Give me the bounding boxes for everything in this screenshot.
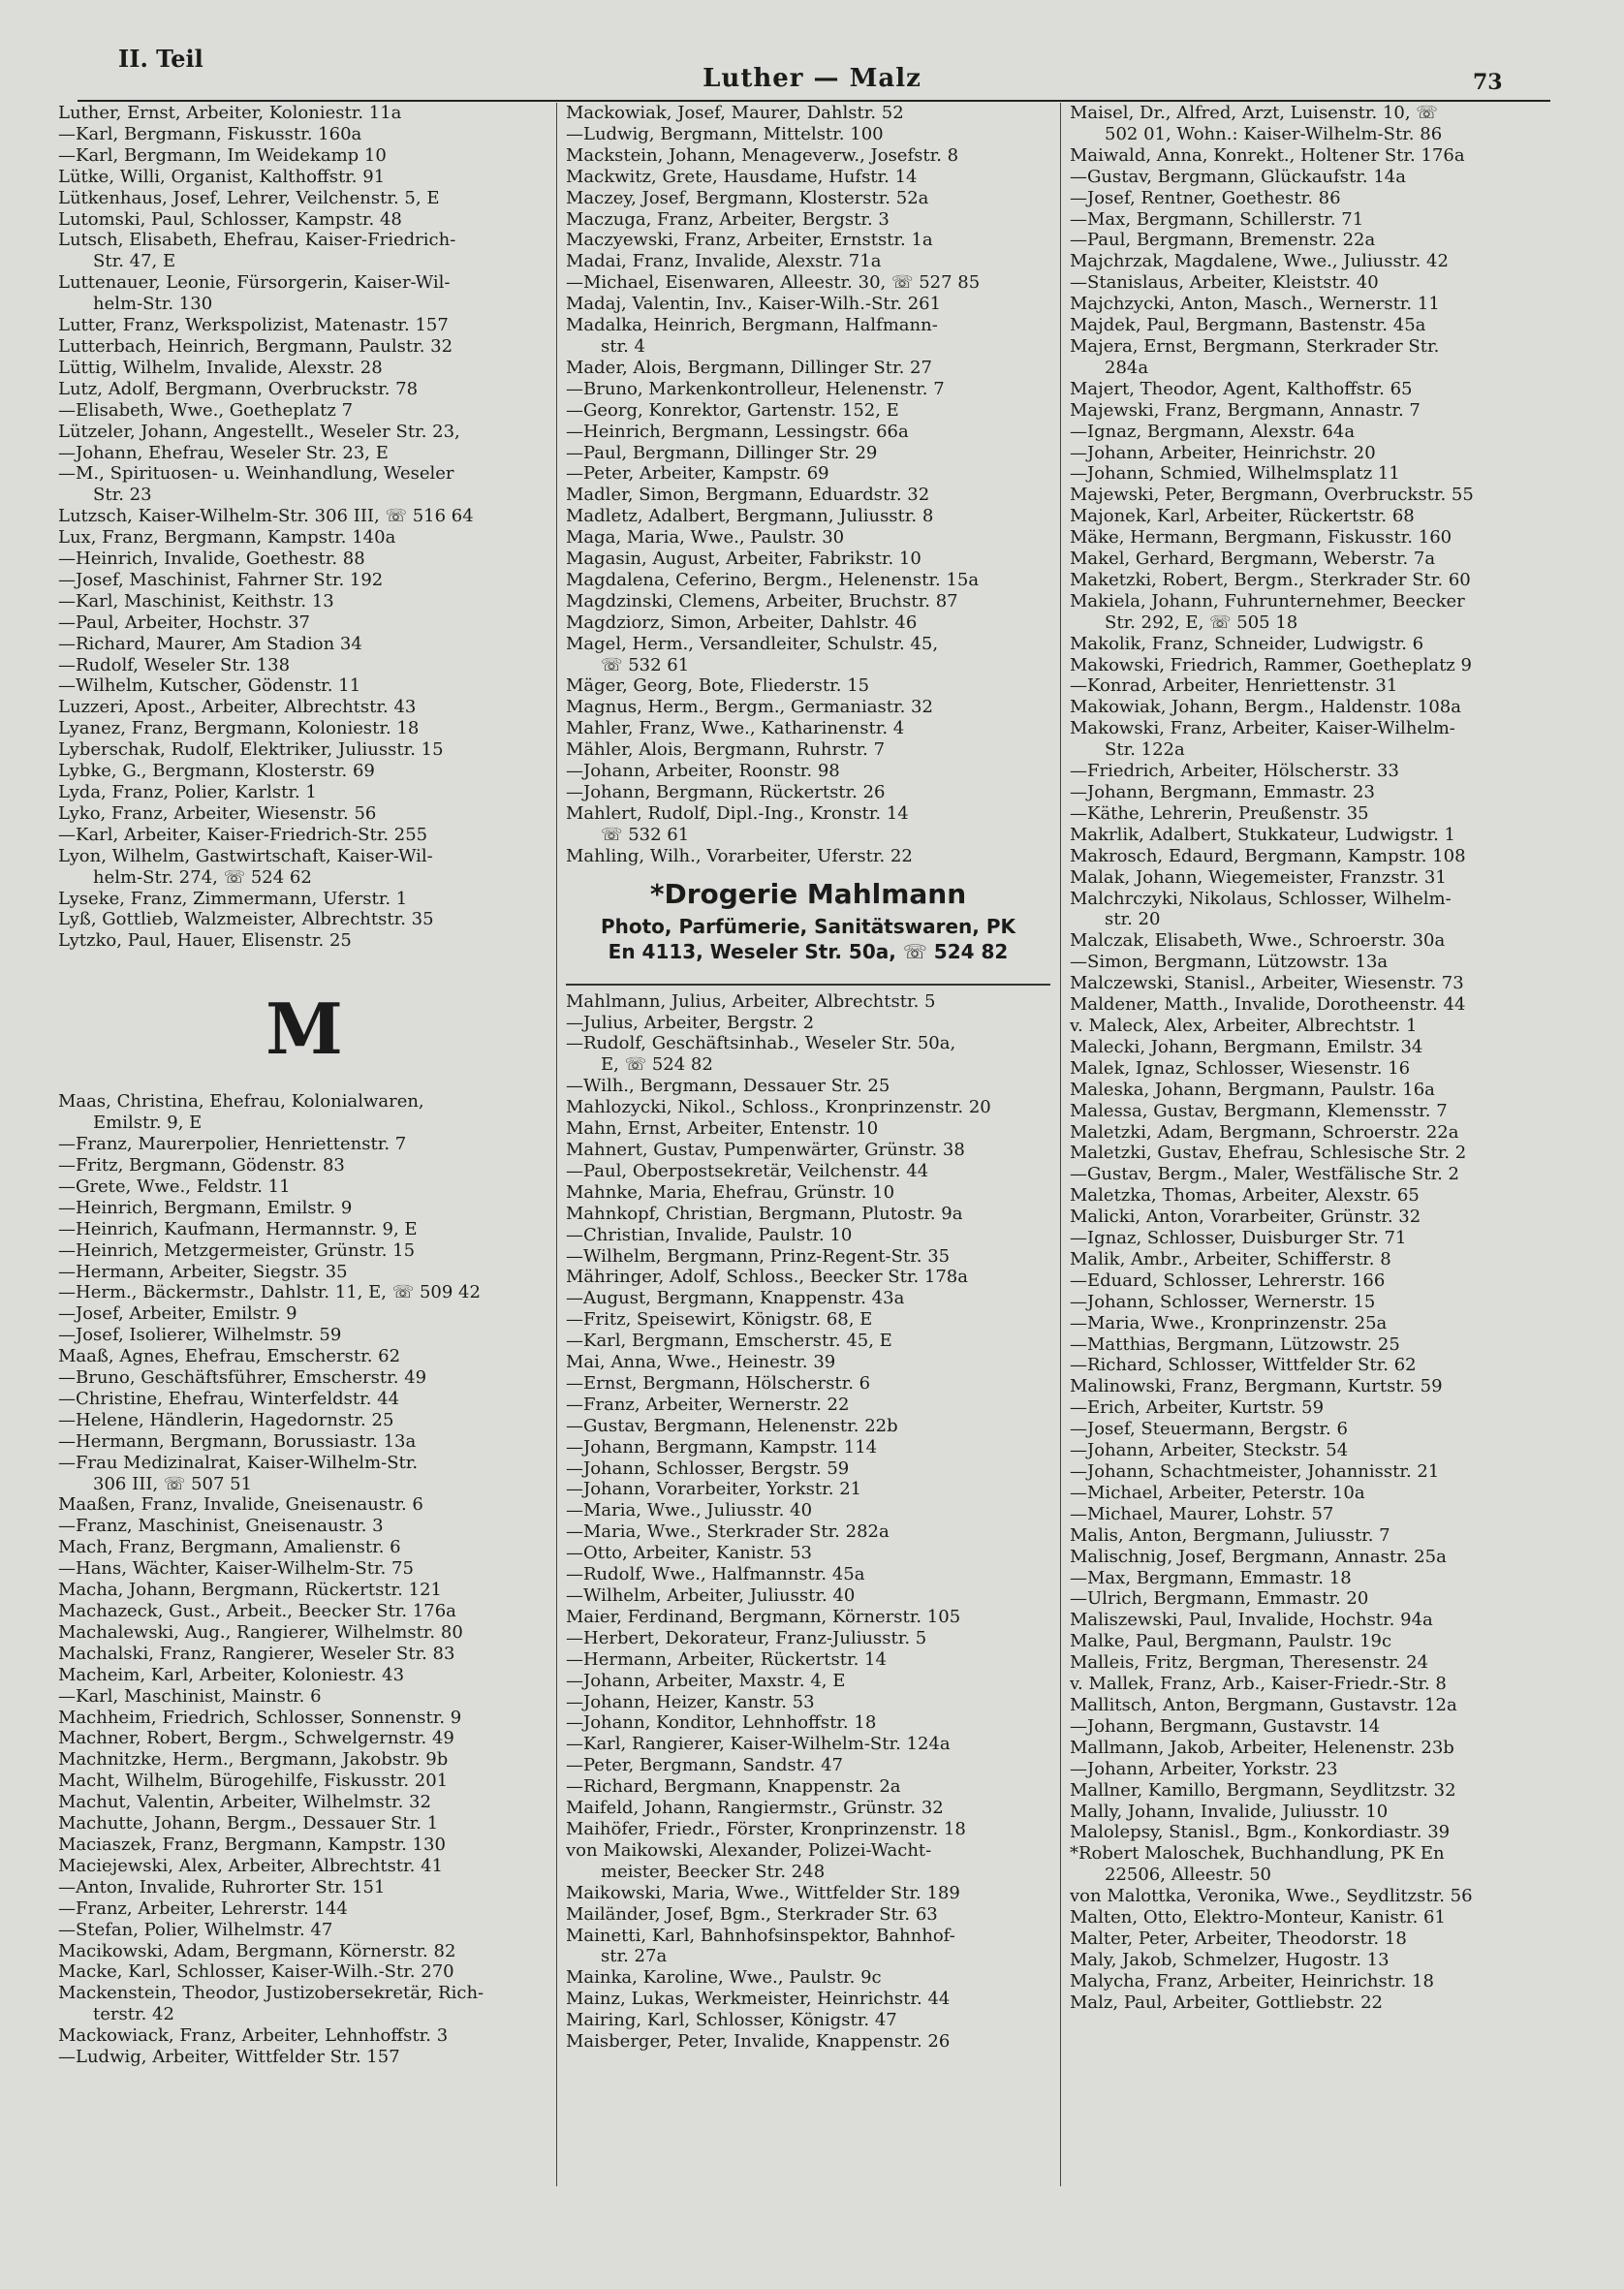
directory-entry: —Richard, Bergmann, Knappenstr. 2a xyxy=(566,1776,901,1798)
directory-entry: —Wilhelm, Arbeiter, Juliusstr. 40 xyxy=(566,1585,856,1606)
page-header xyxy=(0,0,1624,93)
directory-entry: —Heinrich, Bergmann, Emilstr. 9 xyxy=(58,1197,353,1218)
directory-entry: —Josef, Steuermann, Bergstr. 6 xyxy=(1070,1419,1348,1440)
directory-entry: —Johann, Arbeiter, Roonstr. 98 xyxy=(566,761,840,782)
directory-entry: —Richard, Schlosser, Wittfelder Str. 62 xyxy=(1070,1355,1417,1376)
directory-entry: v. Mallek, Franz, Arb., Kaiser-Friedr.-Str. 8 xyxy=(1070,1674,1447,1695)
entry-continuation: E, ☏ 524 82 xyxy=(601,1054,713,1076)
directory-entry: —Grete, Wwe., Feldstr. 11 xyxy=(58,1176,291,1197)
directory-entry: Mahling, Wilh., Vorarbeiter, Uferstr. 22 xyxy=(566,845,913,866)
directory-entry: Maczuga, Franz, Arbeiter, Bergstr. 3 xyxy=(566,208,890,230)
directory-entry: —Wilhelm, Kutscher, Gödenstr. 11 xyxy=(58,675,361,697)
directory-entry: Makrosch, Edaurd, Bergmann, Kampstr. 108 xyxy=(1070,845,1466,866)
directory-entry: Lutsch, Elisabeth, Ehefrau, Kaiser-Friedrich- xyxy=(58,230,456,251)
directory-entry: Maas, Christina, Ehefrau, Kolonialwaren, xyxy=(58,1091,424,1113)
directory-entry: Mahnke, Maria, Ehefrau, Grünstr. 10 xyxy=(566,1181,895,1203)
directory-entry: Malek, Ignaz, Schlosser, Wiesenstr. 16 xyxy=(1070,1057,1411,1079)
directory-entry: Malz, Paul, Arbeiter, Gottliebstr. 22 xyxy=(1070,1991,1383,2013)
directory-entry: Mähringer, Adolf, Schloss., Beecker Str. 178a xyxy=(566,1267,968,1288)
directory-entry: Lyß, Gottlieb, Walzmeister, Albrechtstr. 35 xyxy=(58,909,434,930)
directory-entry: Maga, Maria, Wwe., Paulstr. 30 xyxy=(566,527,845,549)
directory-entry: —Johann, Bergmann, Kampstr. 114 xyxy=(566,1436,878,1458)
directory-entry: —Michael, Eisenwaren, Alleestr. 30, ☏ 527 85 xyxy=(566,272,981,294)
directory-entry: Macha, Johann, Bergmann, Rückertstr. 121 xyxy=(58,1580,442,1601)
directory-entry: —Gustav, Bergm., Maler, Westfälische Str. 2 xyxy=(1070,1164,1459,1185)
directory-entry: Mäger, Georg, Bote, Fliederstr. 15 xyxy=(566,675,870,697)
directory-entry: —Max, Bergmann, Schillerstr. 71 xyxy=(1070,208,1364,230)
column-1 xyxy=(58,103,550,2186)
directory-entry: Majonek, Karl, Arbeiter, Rückertstr. 68 xyxy=(1070,506,1415,527)
directory-entry: —Johann, Schmied, Wilhelmsplatz 11 xyxy=(1070,463,1400,485)
column-2-lower xyxy=(566,991,1050,2053)
directory-entry: —Hermann, Bergmann, Borussiastr. 13a xyxy=(58,1430,417,1452)
entry-continuation: 22506, Alleestr. 50 xyxy=(1105,1865,1271,1886)
directory-entry: Macht, Wilhelm, Bürogehilfe, Fiskusstr. 201 xyxy=(58,1771,449,1792)
directory-entry: Lyseke, Franz, Zimmermann, Uferstr. 1 xyxy=(58,888,408,909)
directory-entry: —Josef, Rentner, Goethestr. 86 xyxy=(1070,187,1341,208)
directory-entry: —Simon, Bergmann, Lützowstr. 13a xyxy=(1070,952,1389,973)
directory-entry: Mainetti, Karl, Bahnhofsinspektor, Bahnhof- xyxy=(566,1925,955,1946)
directory-entry: Mainz, Lukas, Werkmeister, Heinrichstr. 44 xyxy=(566,1989,951,2010)
directory-entry: —Heinrich, Kaufmann, Hermannstr. 9, E xyxy=(58,1218,418,1239)
directory-entry: Lütkenhaus, Josef, Lehrer, Veilchenstr. 5, E xyxy=(58,187,440,208)
directory-entry: —August, Bergmann, Knappenstr. 43a xyxy=(566,1288,905,1309)
directory-entry: —Elisabeth, Wwe., Goetheplatz 7 xyxy=(58,399,354,421)
advertisement-drogerie xyxy=(566,871,1050,974)
directory-entry: Magel, Herm., Versandleiter, Schulstr. 45, xyxy=(566,633,939,654)
ad-line-1: Photo, Parfümerie, Sanitätswaren, PK xyxy=(600,914,1016,938)
directory-entry: —Johann, Bergmann, Gustavstr. 14 xyxy=(1070,1715,1381,1737)
directory-entry: —Franz, Maschinist, Gneisenaustr. 3 xyxy=(58,1516,384,1537)
directory-entry: Macke, Karl, Schlosser, Kaiser-Wilh.-Str. 270 xyxy=(58,1961,454,1983)
directory-entry: —Ernst, Bergmann, Hölscherstr. 6 xyxy=(566,1372,871,1394)
directory-entry: —Hermann, Arbeiter, Siegstr. 35 xyxy=(58,1261,348,1282)
directory-entry: Mackowiak, Josef, Maurer, Dahlstr. 52 xyxy=(566,103,904,123)
directory-entry: von Maikowski, Alexander, Polizei-Wacht- xyxy=(566,1839,932,1861)
directory-entry: Maleska, Johann, Bergmann, Paulstr. 16a xyxy=(1070,1079,1435,1100)
directory-entry: —Heinrich, Invalide, Goethestr. 88 xyxy=(58,549,365,570)
directory-entry: Majchzycki, Anton, Masch., Wernerstr. 11 xyxy=(1070,294,1440,315)
column-divider-2 xyxy=(1060,103,1061,2186)
directory-entry: Maletzka, Thomas, Arbeiter, Alexstr. 65 xyxy=(1070,1185,1420,1207)
directory-entry: —Max, Bergmann, Emmastr. 18 xyxy=(1070,1567,1352,1588)
entry-continuation: Str. 23 xyxy=(93,485,152,506)
directory-entry: —Johann, Arbeiter, Maxstr. 4, E xyxy=(566,1670,846,1691)
directory-entry: Mainka, Karoline, Wwe., Paulstr. 9c xyxy=(566,1967,882,1989)
directory-entry: Machalski, Franz, Rangierer, Weseler Str. 83 xyxy=(58,1643,455,1664)
directory-entry: —Wilh., Bergmann, Dessauer Str. 25 xyxy=(566,1076,890,1097)
directory-entry: —Karl, Bergmann, Im Weidekamp 10 xyxy=(58,144,387,166)
directory-entry: —Stefan, Polier, Wilhelmstr. 47 xyxy=(58,1919,333,1940)
directory-entry: Madai, Franz, Invalide, Alexstr. 71a xyxy=(566,251,882,272)
directory-entry: Mahnert, Gustav, Pumpenwärter, Grünstr. 38 xyxy=(566,1139,965,1160)
directory-entry: Malolepsy, Stanisl., Bgm., Konkordiastr. 39 xyxy=(1070,1822,1451,1843)
directory-entry: —Karl, Maschinist, Keithstr. 13 xyxy=(58,590,334,611)
directory-entry: —Ignaz, Schlosser, Duisburger Str. 71 xyxy=(1070,1228,1407,1249)
directory-entry: Majewski, Franz, Bergmann, Annastr. 7 xyxy=(1070,399,1421,421)
directory-entry: —Johann, Arbeiter, Heinrichstr. 20 xyxy=(1070,442,1376,463)
directory-entry: —Peter, Arbeiter, Kampstr. 69 xyxy=(566,463,829,485)
directory-entry: Machutte, Johann, Bergm., Dessauer Str. 1 xyxy=(58,1813,439,1834)
directory-entry: *Robert Maloschek, Buchhandlung, PK En xyxy=(1070,1843,1445,1865)
directory-entry: Madletz, Adalbert, Bergmann, Juliusstr. 8 xyxy=(566,506,934,527)
directory-entry: —Heinrich, Bergmann, Lessingstr. 66a xyxy=(566,421,909,442)
directory-entry: Mahler, Franz, Wwe., Katharinenstr. 4 xyxy=(566,718,905,739)
directory-entry: Luttenauer, Leonie, Fürsorgerin, Kaiser-Wil- xyxy=(58,272,451,294)
directory-entry: Makrlik, Adalbert, Stukkateur, Ludwigstr. 1 xyxy=(1070,824,1456,845)
directory-entry: Magasin, August, Arbeiter, Fabrikstr. 10 xyxy=(566,549,921,570)
directory-entry: —Richard, Maurer, Am Stadion 34 xyxy=(58,633,362,654)
entry-continuation: 306 III, ☏ 507 51 xyxy=(93,1473,253,1494)
directory-entry: —Georg, Konrektor, Gartenstr. 152, E xyxy=(566,399,899,421)
directory-entry: Lyon, Wilhelm, Gastwirtschaft, Kaiser-Wil- xyxy=(58,845,433,866)
section-label: II. Teil xyxy=(118,45,203,73)
directory-entry: Lybke, G., Bergmann, Klosterstr. 69 xyxy=(58,761,375,782)
entry-continuation: Str. 122a xyxy=(1105,739,1185,761)
directory-entry: Lutter, Franz, Werkspolizist, Matenastr. 157 xyxy=(58,315,449,336)
directory-entry: —Karl, Rangierer, Kaiser-Wilhelm-Str. 124a xyxy=(566,1734,951,1755)
directory-entry: Makel, Gerhard, Bergmann, Weberstr. 7a xyxy=(1070,549,1436,570)
directory-entry: Maliszewski, Paul, Invalide, Hochstr. 94a xyxy=(1070,1610,1433,1631)
directory-entry: Malczak, Elisabeth, Wwe., Schroerstr. 30a xyxy=(1070,930,1446,952)
directory-entry: Mahlert, Rudolf, Dipl.-Ing., Kronstr. 14 xyxy=(566,802,909,824)
directory-entry: —Eduard, Schlosser, Lehrerstr. 166 xyxy=(1070,1270,1386,1291)
directory-entry: Mäke, Hermann, Bergmann, Fiskusstr. 160 xyxy=(1070,527,1452,549)
directory-entry: —Johann, Heizer, Kanstr. 53 xyxy=(566,1691,815,1712)
directory-entry: Machazeck, Gust., Arbeit., Beecker Str. 176a xyxy=(58,1601,456,1621)
directory-entry: Maciejewski, Alex, Arbeiter, Albrechtstr. 41 xyxy=(58,1855,444,1876)
directory-entry: Lux, Franz, Bergmann, Kampstr. 140a xyxy=(58,527,396,549)
directory-entry: Lyko, Franz, Arbeiter, Wiesenstr. 56 xyxy=(58,802,377,824)
directory-entry: Machnitzke, Herm., Bergmann, Jakobstr. 9b xyxy=(58,1749,449,1771)
directory-entry: Lyberschak, Rudolf, Elektriker, Juliusstr. 15 xyxy=(58,739,444,761)
directory-entry: —Paul, Arbeiter, Hochstr. 37 xyxy=(58,611,310,633)
directory-entry: —Friedrich, Arbeiter, Hölscherstr. 33 xyxy=(1070,761,1399,782)
directory-entry: Luther, Ernst, Arbeiter, Koloniestr. 11a xyxy=(58,103,402,123)
directory-entry: Maier, Ferdinand, Bergmann, Körnerstr. 105 xyxy=(566,1606,961,1627)
directory-entry: —Käthe, Lehrerin, Preußenstr. 35 xyxy=(1070,802,1369,824)
directory-entry: —Paul, Bergmann, Dillinger Str. 29 xyxy=(566,442,878,463)
directory-entry: —Heinrich, Metzgermeister, Grünstr. 15 xyxy=(58,1239,416,1261)
entry-continuation: 502 01, Wohn.: Kaiser-Wilhelm-Str. 86 xyxy=(1105,123,1443,144)
directory-entry: —Herbert, Dekorateur, Franz-Juliusstr. 5 xyxy=(566,1627,927,1648)
directory-entry: —Franz, Arbeiter, Wernerstr. 22 xyxy=(566,1394,850,1415)
directory-entry: Majera, Ernst, Bergmann, Sterkrader Str. xyxy=(1070,335,1440,357)
directory-entry: —Rudolf, Geschäftsinhab., Weseler Str. 50a, xyxy=(566,1033,956,1054)
directory-entry: Maaß, Agnes, Ehefrau, Emscherstr. 62 xyxy=(58,1346,401,1367)
header-rule xyxy=(78,100,1550,102)
directory-entry: —Erich, Arbeiter, Kurtstr. 59 xyxy=(1070,1397,1325,1419)
directory-entry: —Gustav, Bergmann, Helenenstr. 22b xyxy=(566,1415,898,1436)
directory-entry: —Karl, Maschinist, Mainstr. 6 xyxy=(58,1685,322,1707)
entry-continuation: str. 27a xyxy=(601,1946,668,1967)
directory-entry: Maaßen, Franz, Invalide, Gneisenaustr. 6 xyxy=(58,1494,423,1516)
entry-continuation: helm-Str. 130 xyxy=(93,294,213,315)
directory-entry: —Johann, Schachtmeister, Johannisstr. 21 xyxy=(1070,1461,1440,1482)
directory-entry: Mackowiack, Franz, Arbeiter, Lehnhoffstr. 3 xyxy=(58,2025,449,2047)
directory-entry: Maletzki, Gustav, Ehefrau, Schlesische Str. 2 xyxy=(1070,1143,1467,1164)
directory-entry: Maciaszek, Franz, Bergmann, Kampstr. 130 xyxy=(58,1834,446,1855)
directory-entry: Machut, Valentin, Arbeiter, Wilhelmstr. 32 xyxy=(58,1792,431,1813)
directory-entry: —Maria, Wwe., Kronprinzenstr. 25a xyxy=(1070,1312,1388,1333)
directory-entry: Mallmann, Jakob, Arbeiter, Helenenstr. 23b xyxy=(1070,1737,1454,1758)
directory-entry: Machheim, Friedrich, Schlosser, Sonnenstr. 9 xyxy=(58,1707,462,1728)
directory-entry: Majchrzak, Magdalene, Wwe., Juliusstr. 42 xyxy=(1070,251,1449,272)
entry-continuation: ☏ 532 61 xyxy=(601,654,690,675)
directory-entry: Makowski, Friedrich, Rammer, Goetheplatz 9 xyxy=(1070,654,1472,675)
directory-entry: Mähler, Alois, Bergmann, Ruhrstr. 7 xyxy=(566,739,886,761)
directory-entry: —Konrad, Arbeiter, Henriettenstr. 31 xyxy=(1070,675,1398,697)
directory-entry: —Karl, Bergmann, Emscherstr. 45, E xyxy=(566,1331,892,1352)
directory-entry: Mailänder, Josef, Bgm., Sterkrader Str. 63 xyxy=(566,1903,938,1925)
directory-entry: —Hans, Wächter, Kaiser-Wilhelm-Str. 75 xyxy=(58,1558,414,1580)
section-letter-m: M xyxy=(265,988,343,1071)
directory-entry: Luzzeri, Apost., Arbeiter, Albrechtstr. 43 xyxy=(58,697,417,718)
entry-continuation: ☏ 532 61 xyxy=(601,824,690,845)
directory-entry: Mahlmann, Julius, Arbeiter, Albrechtstr. 5 xyxy=(566,990,936,1012)
directory-entry: —Anton, Invalide, Ruhrorter Str. 151 xyxy=(58,1876,386,1897)
directory-entry: —Josef, Isolierer, Wilhelmstr. 59 xyxy=(58,1325,342,1346)
directory-entry: —Peter, Bergmann, Sandstr. 47 xyxy=(566,1755,843,1776)
directory-entry: —Johann, Schlosser, Wernerstr. 15 xyxy=(1070,1291,1376,1312)
directory-entry: —Maria, Wwe., Juliusstr. 40 xyxy=(566,1500,813,1521)
directory-entry: Mai, Anna, Wwe., Heinestr. 39 xyxy=(566,1352,836,1373)
directory-entry: —Rudolf, Wwe., Halfmannstr. 45a xyxy=(566,1564,865,1585)
directory-entry: Machner, Robert, Bergm., Schwelgernstr. 49 xyxy=(58,1728,454,1749)
directory-entry: —M., Spirituosen- u. Weinhandlung, Weseler xyxy=(58,463,454,485)
directory-entry: Mach, Franz, Bergmann, Amalienstr. 6 xyxy=(58,1537,401,1558)
directory-entry: —Franz, Maurerpolier, Henriettenstr. 7 xyxy=(58,1134,407,1155)
directory-entry: Lyanez, Franz, Bergmann, Koloniestr. 18 xyxy=(58,718,420,739)
entry-continuation: helm-Str. 274, ☏ 524 62 xyxy=(93,866,312,888)
directory-entry: —Karl, Arbeiter, Kaiser-Friedrich-Str. 255 xyxy=(58,824,428,845)
directory-entry: —Josef, Maschinist, Fahrner Str. 192 xyxy=(58,569,384,590)
directory-entry: Mackwitz, Grete, Hausdame, Hufstr. 14 xyxy=(566,166,918,187)
column-2 xyxy=(566,103,1050,2186)
directory-entry: —Ludwig, Bergmann, Mittelstr. 100 xyxy=(566,123,884,144)
directory-entry: —Paul, Bergmann, Bremenstr. 22a xyxy=(1070,230,1376,251)
directory-entry: Makolik, Franz, Schneider, Ludwigstr. 6 xyxy=(1070,633,1424,654)
directory-entry: Maihöfer, Friedr., Förster, Kronprinzenstr. 18 xyxy=(566,1818,966,1839)
directory-entry: —Johann, Arbeiter, Yorkstr. 23 xyxy=(1070,1758,1338,1779)
directory-entry: Majdek, Paul, Bergmann, Bastenstr. 45a xyxy=(1070,315,1426,336)
directory-entry: —Herm., Bäckermstr., Dahlstr. 11, E, ☏ 509 42 xyxy=(58,1282,481,1303)
directory-entry: —Ignaz, Bergmann, Alexstr. 64a xyxy=(1070,421,1356,442)
directory-entry: Maifeld, Johann, Rangiermstr., Grünstr. 32 xyxy=(566,1798,944,1819)
directory-entry: —Johann, Bergmann, Emmastr. 23 xyxy=(1070,782,1375,802)
directory-entry: Maletzki, Adam, Bergmann, Schroerstr. 22a xyxy=(1070,1121,1459,1143)
entry-continuation: 284a xyxy=(1105,357,1149,378)
column-3 xyxy=(1070,103,1564,2186)
directory-entry: Magnus, Herm., Bergm., Germaniastr. 32 xyxy=(566,697,933,718)
directory-entry: —Franz, Arbeiter, Lehrerstr. 144 xyxy=(58,1897,348,1919)
directory-entry: Lutterbach, Heinrich, Bergmann, Paulstr. 32 xyxy=(58,335,453,357)
directory-entry: —Ludwig, Arbeiter, Wittfelder Str. 157 xyxy=(58,2047,400,2068)
directory-entry: —Josef, Arbeiter, Emilstr. 9 xyxy=(58,1303,297,1325)
directory-entry: Lütke, Willi, Organist, Kalthoffstr. 91 xyxy=(58,166,386,187)
directory-entry: Makiela, Johann, Fuhrunternehmer, Beecker xyxy=(1070,590,1465,611)
directory-entry: Malessa, Gustav, Bergmann, Klemensstr. 7 xyxy=(1070,1100,1448,1121)
directory-entry: —Johann, Bergmann, Rückertstr. 26 xyxy=(566,782,886,802)
directory-entry: Magdziorz, Simon, Arbeiter, Dahlstr. 46 xyxy=(566,611,918,633)
page-number: 73 xyxy=(1473,70,1503,95)
directory-entry: —Johann, Ehefrau, Weseler Str. 23, E xyxy=(58,442,389,463)
column-2-upper xyxy=(566,103,1050,867)
directory-entry: —Karl, Bergmann, Fiskusstr. 160a xyxy=(58,123,362,144)
directory-entry: Madaj, Valentin, Inv., Kaiser-Wilh.-Str. 261 xyxy=(566,294,942,315)
directory-entry: —Julius, Arbeiter, Bergstr. 2 xyxy=(566,1012,815,1033)
directory-entry: Malinowski, Franz, Bergmann, Kurtstr. 59 xyxy=(1070,1376,1443,1397)
directory-entry: Macikowski, Adam, Bergmann, Körnerstr. 82 xyxy=(58,1940,456,1961)
directory-entry: Macheim, Karl, Arbeiter, Koloniestr. 43 xyxy=(58,1664,405,1685)
directory-entry: —Stanislaus, Arbeiter, Kleiststr. 40 xyxy=(1070,272,1379,294)
directory-entry: Makowski, Franz, Arbeiter, Kaiser-Wilhelm- xyxy=(1070,718,1455,739)
directory-entry: Malczewski, Stanisl., Arbeiter, Wiesenstr. 73 xyxy=(1070,973,1464,994)
directory-entry: Lüttig, Wilhelm, Invalide, Alexstr. 28 xyxy=(58,357,383,378)
entry-continuation: Str. 47, E xyxy=(93,251,176,272)
ad-title: *Drogerie Mahlmann xyxy=(649,877,967,910)
directory-entry: Lutz, Adolf, Bergmann, Overbruckstr. 78 xyxy=(58,378,419,399)
directory-entry: —Fritz, Bergmann, Gödenstr. 83 xyxy=(58,1154,345,1176)
directory-entry: Malycha, Franz, Arbeiter, Heinrichstr. 18 xyxy=(1070,1970,1434,1991)
directory-entry: Madler, Simon, Bergmann, Eduardstr. 32 xyxy=(566,485,930,506)
directory-entry: Maikowski, Maria, Wwe., Wittfelder Str. 189 xyxy=(566,1882,960,1903)
directory-entry: Mallner, Kamillo, Bergmann, Seydlitzstr. 32 xyxy=(1070,1779,1456,1801)
directory-entry: Lutomski, Paul, Schlosser, Kampstr. 48 xyxy=(58,208,402,230)
directory-entry: —Christine, Ehefrau, Winterfeldstr. 44 xyxy=(58,1388,400,1409)
directory-entry: —Johann, Vorarbeiter, Yorkstr. 21 xyxy=(566,1479,862,1500)
directory-entry: —Frau Medizinalrat, Kaiser-Wilhelm-Str. xyxy=(58,1452,419,1473)
directory-entry: —Otto, Arbeiter, Kanistr. 53 xyxy=(566,1543,812,1564)
directory-entry: —Johann, Schlosser, Bergstr. 59 xyxy=(566,1458,850,1479)
directory-entry: Mairing, Karl, Schlosser, Königstr. 47 xyxy=(566,2010,897,2031)
entry-continuation: terstr. 42 xyxy=(93,2004,174,2025)
directory-entry: Malis, Anton, Bergmann, Juliusstr. 7 xyxy=(1070,1524,1390,1546)
ad-line-2: En 4113, Weseler Str. 50a, ☏ 524 82 xyxy=(608,939,1009,963)
directory-entry: Malecki, Johann, Bergmann, Emilstr. 34 xyxy=(1070,1036,1423,1057)
directory-entry: —Bruno, Markenkontrolleur, Helenenstr. 7 xyxy=(566,378,945,399)
directory-entry: v. Maleck, Alex, Arbeiter, Albrechtstr. 1 xyxy=(1070,1015,1418,1036)
directory-entry: Maczyewski, Franz, Arbeiter, Ernststr. 1a xyxy=(566,230,933,251)
directory-entry: Maly, Jakob, Schmelzer, Hugostr. 13 xyxy=(1070,1949,1390,1970)
directory-entry: Makowiak, Johann, Bergm., Haldenstr. 108a xyxy=(1070,697,1461,718)
directory-entry: —Ulrich, Bergmann, Emmastr. 20 xyxy=(1070,1588,1369,1610)
directory-entry: —Johann, Arbeiter, Steckstr. 54 xyxy=(1070,1440,1349,1461)
directory-entry: Malke, Paul, Bergmann, Paulstr. 19c xyxy=(1070,1631,1392,1652)
directory-entry: Malik, Ambr., Arbeiter, Schifferstr. 8 xyxy=(1070,1248,1391,1270)
directory-entry: —Michael, Maurer, Lohstr. 57 xyxy=(1070,1503,1334,1524)
directory-entry: Mahn, Ernst, Arbeiter, Entenstr. 10 xyxy=(566,1118,879,1140)
directory-entry: Madalka, Heinrich, Bergmann, Halfmann- xyxy=(566,315,938,336)
page-title: Luther — Malz xyxy=(703,64,921,93)
directory-entry: —Fritz, Speisewirt, Königstr. 68, E xyxy=(566,1309,873,1331)
directory-entry: Malten, Otto, Elektro-Monteur, Kanistr. 61 xyxy=(1070,1907,1446,1928)
directory-entry: —Paul, Oberpostsekretär, Veilchenstr. 44 xyxy=(566,1160,929,1181)
directory-entry: Lyda, Franz, Polier, Karlstr. 1 xyxy=(58,782,317,802)
directory-entry: Lytzko, Paul, Hauer, Elisenstr. 25 xyxy=(58,930,352,952)
directory-entry: Magdalena, Ceferino, Bergm., Helenenstr. 15a xyxy=(566,569,980,590)
ad-rule xyxy=(566,984,1050,986)
directory-entry: Maketzki, Robert, Bergm., Sterkrader Str. 60 xyxy=(1070,569,1471,590)
directory-entry: —Wilhelm, Bergmann, Prinz-Regent-Str. 35 xyxy=(566,1245,951,1267)
entry-continuation: meister, Beecker Str. 248 xyxy=(601,1861,826,1882)
directory-entry: Malter, Peter, Arbeiter, Theodorstr. 18 xyxy=(1070,1928,1407,1949)
entry-continuation: Str. 292, E, ☏ 505 18 xyxy=(1105,611,1298,633)
directory-entry: Machalewski, Aug., Rangierer, Wilhelmstr. 80 xyxy=(58,1621,463,1643)
directory-entry: Maisel, Dr., Alfred, Arzt, Luisenstr. 10, ☏ xyxy=(1070,103,1438,123)
directory-entry: Mallitsch, Anton, Bergmann, Gustavstr. 12a xyxy=(1070,1694,1457,1715)
directory-entry: —Johann, Konditor, Lehnhoffstr. 18 xyxy=(566,1712,877,1734)
entry-continuation: Emilstr. 9, E xyxy=(93,1113,203,1134)
directory-entry: —Gustav, Bergmann, Glückaufstr. 14a xyxy=(1070,166,1406,187)
directory-entry: Mahlozycki, Nikol., Schloss., Kronprinzenstr. 20 xyxy=(566,1097,991,1118)
directory-entry: —Hermann, Arbeiter, Rückertstr. 14 xyxy=(566,1648,887,1670)
directory-entry: Malischnig, Josef, Bergmann, Annastr. 25a xyxy=(1070,1546,1447,1567)
entry-continuation: str. 20 xyxy=(1105,909,1161,930)
entry-continuation: str. 4 xyxy=(601,335,645,357)
directory-entry: Maisberger, Peter, Invalide, Knappenstr. 26 xyxy=(566,2031,951,2053)
directory-entry: Mahnkopf, Christian, Bergmann, Plutostr. 9a xyxy=(566,1203,963,1224)
directory-entry: —Rudolf, Weseler Str. 138 xyxy=(58,654,291,675)
directory-entry: Mader, Alois, Bergmann, Dillinger Str. 27 xyxy=(566,357,932,378)
directory-entry: von Malottka, Veronika, Wwe., Seydlitzstr. 56 xyxy=(1070,1886,1473,1907)
directory-entry: Maiwald, Anna, Konrekt., Holtener Str. 176a xyxy=(1070,144,1465,166)
directory-entry: Magdzinski, Clemens, Arbeiter, Bruchstr. 87 xyxy=(566,590,958,611)
directory-entry: —Helene, Händlerin, Hagedornstr. 25 xyxy=(58,1409,394,1430)
directory-entry: Majert, Theodor, Agent, Kalthoffstr. 65 xyxy=(1070,378,1413,399)
directory-entry: Malchrczyki, Nikolaus, Schlosser, Wilhelm- xyxy=(1070,888,1452,909)
directory-entry: —Maria, Wwe., Sterkrader Str. 282a xyxy=(566,1521,890,1543)
directory-entry: —Matthias, Bergmann, Lützowstr. 25 xyxy=(1070,1333,1400,1355)
directory-entry: Lützeler, Johann, Angestellt., Weseler Str. 23, xyxy=(58,421,460,442)
directory-entry: Maldener, Matth., Invalide, Dorotheenstr. 44 xyxy=(1070,994,1466,1016)
directory-entry: Maczey, Josef, Bergmann, Klosterstr. 52a xyxy=(566,187,929,208)
directory-entry: Majewski, Peter, Bergmann, Overbruckstr. 55 xyxy=(1070,485,1474,506)
directory-entry: Mackenstein, Theodor, Justizobersekretär, Rich- xyxy=(58,1983,484,2004)
directory-entry: —Christian, Invalide, Paulstr. 10 xyxy=(566,1224,853,1245)
directory-entry: Malleis, Fritz, Bergman, Theresenstr. 24 xyxy=(1070,1652,1429,1674)
directory-entry: Malak, Johann, Wiegemeister, Franzstr. 31 xyxy=(1070,866,1447,888)
directory-entry: Lutzsch, Kaiser-Wilhelm-Str. 306 III, ☏ 516 64 xyxy=(58,506,474,527)
directory-entry: —Bruno, Geschäftsführer, Emscherstr. 49 xyxy=(58,1367,427,1389)
directory-entry: Mally, Johann, Invalide, Juliusstr. 10 xyxy=(1070,1801,1389,1822)
directory-entry: Mackstein, Johann, Menageverw., Josefstr. 8 xyxy=(566,144,959,166)
directory-entry: Malicki, Anton, Vorarbeiter, Grünstr. 32 xyxy=(1070,1207,1421,1228)
directory-entry: —Michael, Arbeiter, Peterstr. 10a xyxy=(1070,1482,1365,1503)
column-divider-1 xyxy=(556,103,557,2186)
